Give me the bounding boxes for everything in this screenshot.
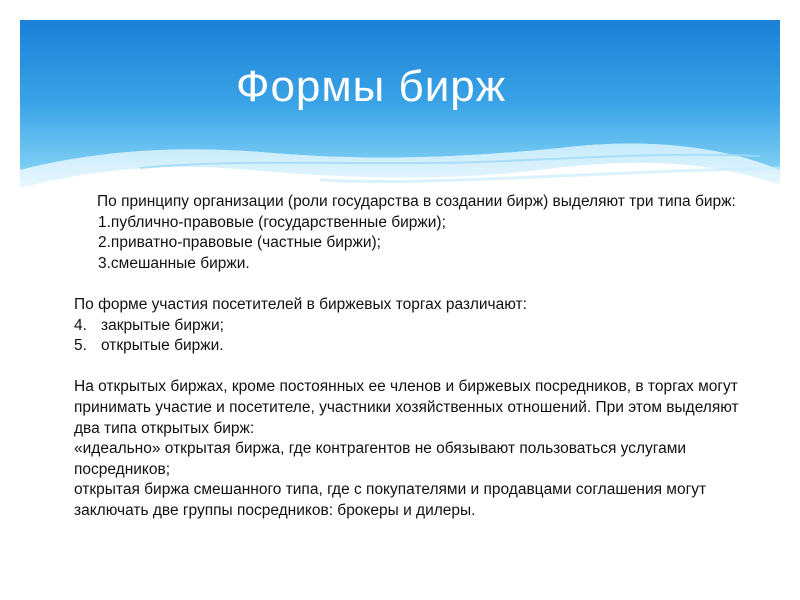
participation-label: закрытые биржи; xyxy=(101,316,224,334)
open-exchange-paragraph: На открытых биржах, кроме постоянных ее членов и биржевых посредников, в торгах могут принимать участие и посетителе, участники хозяйственных отношений. При этом выделяют два типа открытых бирж: xyxy=(74,378,739,437)
participation-label: открытые биржи. xyxy=(101,337,224,355)
org-type-item: 2.приватно-правовые (частные биржи); xyxy=(98,234,381,252)
open-exchange-paragraph: «идеально» открытая биржа, где контрагентов не обязывают пользоваться услугами посредников; xyxy=(74,440,687,478)
slide-body xyxy=(74,192,744,522)
participation-item xyxy=(74,316,744,337)
list-number: 4. xyxy=(74,316,87,334)
participation-intro: По форме участия посетителей в биржевых торгах различают: xyxy=(74,295,527,313)
spacer xyxy=(74,274,744,295)
slide-title: Формы бирж xyxy=(236,62,507,111)
org-type-item: 3.смешанные биржи. xyxy=(98,254,250,272)
open-exchange-paragraph: открытая биржа смешанного типа, где с покупателями и продавцами соглашения могут заключать две группы посредников: брокеры и дилеры. xyxy=(74,481,707,519)
participation-item xyxy=(74,336,744,357)
intro-paragraph: По принципу организации (роли государства в создании бирж) выделяют три типа бирж: xyxy=(97,193,736,210)
spacer xyxy=(74,357,744,378)
header-wave-background xyxy=(20,20,780,220)
list-number: 5. xyxy=(74,337,87,355)
org-type-item: 1.публично-правовые (государственные биржи); xyxy=(98,213,446,231)
